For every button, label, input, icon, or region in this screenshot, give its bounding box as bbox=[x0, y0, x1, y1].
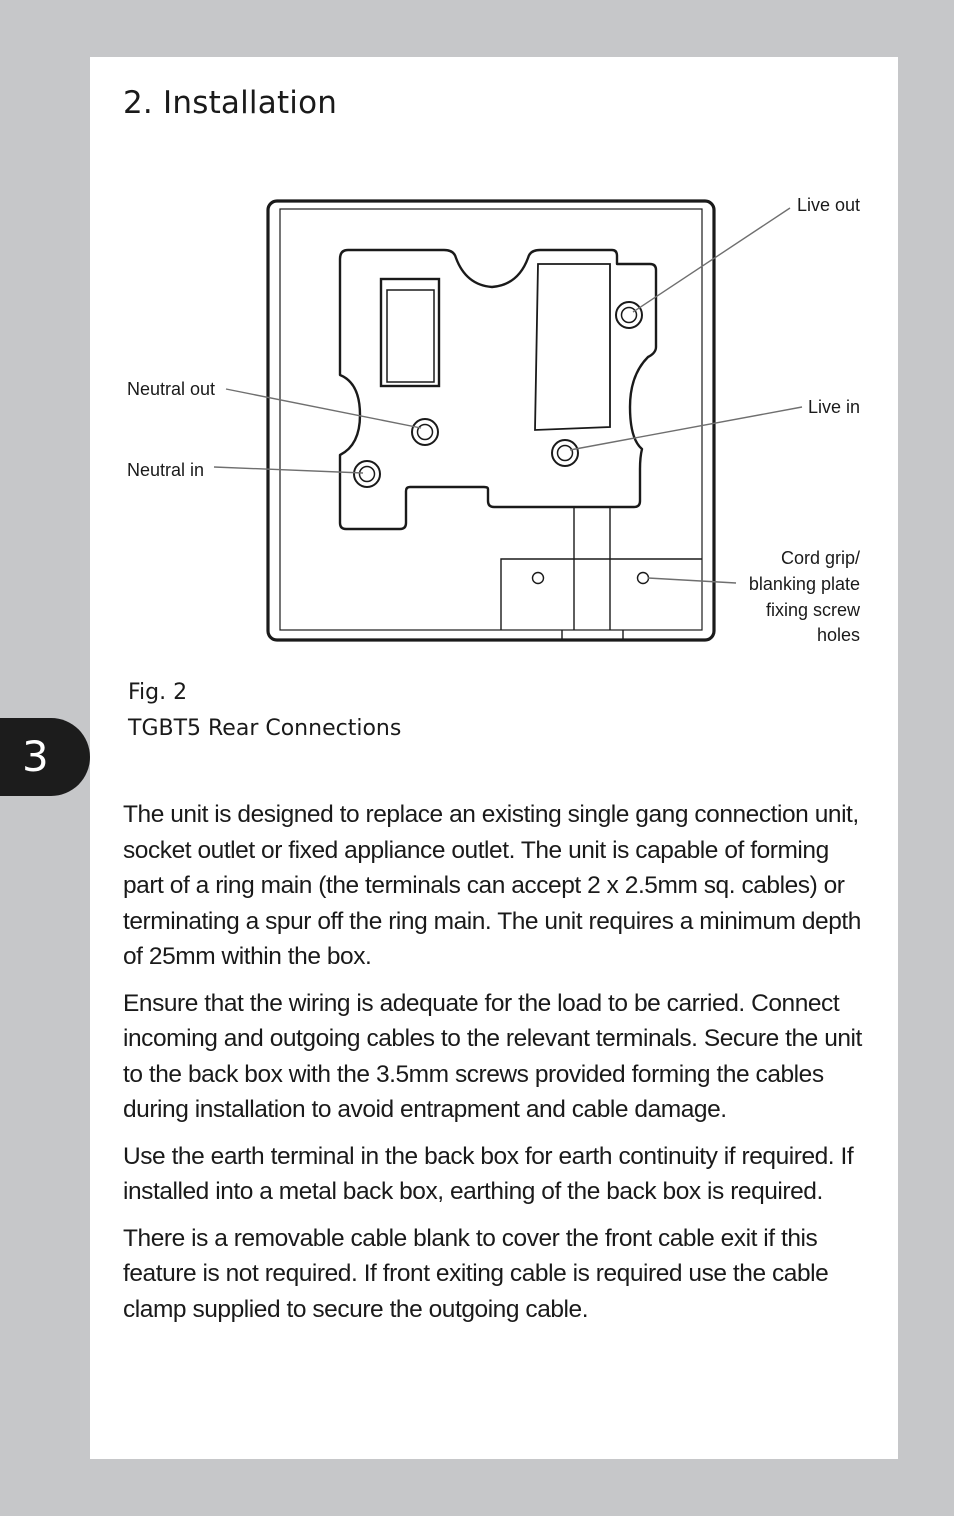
plate-inner-edge bbox=[280, 209, 702, 630]
terminal-screw-neutral-in bbox=[354, 461, 380, 487]
section-heading: 2. Installation bbox=[123, 85, 338, 121]
cord-grip-area bbox=[501, 507, 702, 639]
figure-number: Fig. 2 bbox=[128, 680, 188, 705]
label-cord-grip-line4: holes bbox=[816, 625, 860, 645]
paragraph: Use the earth terminal in the back box for earth continuity if required. If installed into a metal back box, earthing of the back box is required. bbox=[123, 1142, 854, 1205]
fuse-carrier bbox=[535, 264, 610, 430]
figure-caption bbox=[128, 675, 401, 747]
label-cord-grip-line2: blanking plate bbox=[748, 574, 860, 594]
rear-connections-diagram bbox=[90, 57, 898, 667]
page-number: 3 bbox=[22, 732, 49, 781]
page-number-tab bbox=[0, 718, 90, 796]
terminal-screw-live-out bbox=[616, 302, 642, 328]
label-cord-grip-line3: fixing screw bbox=[765, 600, 860, 620]
label-live-out: Live out bbox=[796, 195, 860, 215]
paragraph: Ensure that the wiring is adequate for the load to be carried. Connect incoming and outgoing cables to the relevant terminals. Secure the unit to the back box with the 3.5mm screws provided forming the cables during installation to avoid entrapment and cable damage. bbox=[123, 989, 862, 1123]
rocker-switch-inner bbox=[387, 290, 434, 382]
label-neutral-in: Neutral in bbox=[127, 460, 205, 480]
paragraph: There is a removable cable blank to cover the front cable exit if this feature is not required. If front exiting cable is required use the cable clamp supplied to secure the outgoing cable. bbox=[123, 1224, 829, 1323]
manual-page bbox=[90, 57, 898, 1459]
terminal-screw-live-in bbox=[552, 440, 578, 466]
paragraph: The unit is designed to replace an existing single gang connection unit, socket outlet or fixed appliance outlet. The unit is capable of forming part of a ring main (the terminals can accept 2 x 2.5mm sq. cables) or terminating a spur off the ring main. The unit requires a minimum depth of 25mm within the box. bbox=[123, 801, 861, 970]
rocker-switch-outer bbox=[381, 279, 439, 386]
label-neutral-out: Neutral out bbox=[127, 379, 216, 399]
installation-instructions bbox=[123, 797, 871, 1338]
label-cord-grip-line1: Cord grip/ bbox=[780, 548, 860, 568]
figure-title: TGBT5 Rear Connections bbox=[128, 716, 402, 741]
label-live-in: Live in bbox=[807, 397, 860, 417]
terminal-screw-neutral-out bbox=[412, 419, 438, 445]
